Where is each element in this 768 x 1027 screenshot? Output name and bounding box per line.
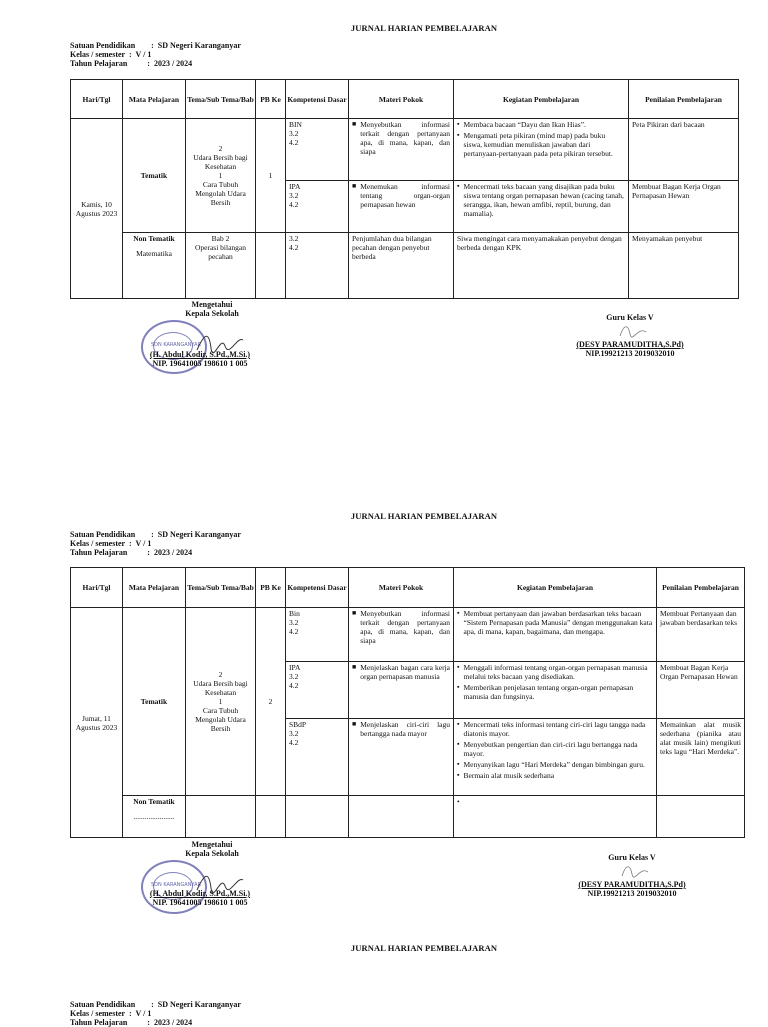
kegiatan-item: ▪ Menggali informasi tentang organ-organ pernapasan manusia melalui teks bacaan yang disediakan. — [457, 663, 648, 681]
kegiatan-nontematik: Siwa mengingat cara menyamakakan penyebut dengan berbeda dengan KPK — [457, 234, 622, 252]
school-stamp: SDN KARANGANYAR — [141, 860, 207, 914]
school-meta — [70, 1000, 241, 1027]
satuan-pendidikan: Satuan Pendidikan : SD Negeri Karanganyar — [70, 1000, 241, 1009]
tahun-pelajaran: Tahun Pelajaran : 2023 / 2024 — [70, 548, 193, 557]
col-materi: Materi Pokok — [349, 568, 454, 608]
guru-nip: NIP.19921213 2019032010 — [587, 889, 677, 898]
kd-sbdp: SBdP 3.2 4.2 — [286, 718, 348, 793]
kd-bin: BIN 3.2 4.2 — [289, 120, 302, 147]
tema-nontematik: Bab 2 Operasi bilangan pecahan — [194, 234, 247, 261]
hari-tgl: Kamis, 10 Agustus 2023 — [75, 199, 118, 218]
tema-subtema: 2 Udara Bersih bagi Kesehatan 1 Cara Tubuh Mengolah Udara Bersih — [193, 144, 248, 207]
mapel-nontematik: Non Tematik — [133, 234, 175, 243]
kegiatan-item: ▪ Memberikan penjelasan tentang organ-organ pernapasan manusia dan fungsinya. — [457, 683, 634, 701]
kegiatan-item: ▪ Mencermati teks bacaan yang disajikan pada buku siswa tentang organ pernapasan hewan (cacing tanah, serangga, ikan, hewan amfibi, reptil, burung, dan mamalia). — [457, 182, 624, 218]
penilaian-nontematik: Menyamakan penyebut — [632, 234, 703, 243]
guru-title: Guru Kelas V — [608, 853, 656, 862]
guru-signature-scribble — [620, 862, 650, 880]
kegiatan-item: ▪ Membaca bacaan “Dayu dan Ikan Hias”. — [457, 120, 586, 129]
school-meta — [70, 530, 241, 557]
col-penilaian: Penilaian Pembelajaran — [657, 568, 745, 608]
kelas-semester: Kelas / semester : V / 1 — [70, 539, 152, 548]
journal-title: JURNAL HARIAN PEMBELAJARAN — [350, 943, 498, 953]
pb-ke: 2 — [268, 697, 273, 706]
col-tema: Tema/Sub Tema/Bab — [186, 568, 256, 608]
materi-item: ■ Menjelaskan ciri-ciri lagu bertangga nada mayor — [352, 720, 450, 738]
kd-bin: Bin 3.2 4.2 — [289, 609, 300, 636]
materi-item: ■ Menemukan informasi tentang organ-organ pernapasan hewan — [352, 182, 450, 209]
col-pb: PB Ke — [256, 568, 286, 608]
kd-ipa: IPA 3.2 4.2 — [286, 180, 348, 231]
col-mapel: Mata Pelajaran — [123, 568, 186, 608]
col-kegiatan: Kegiatan Pembelajaran — [454, 80, 629, 119]
col-tema: Tema/Sub Tema/Bab — [186, 80, 256, 119]
guru-name: (DESY PARAMUDITHA,S.Pd) — [576, 340, 684, 349]
tema-subtema: 2 Udara Bersih bagi Kesehatan 1 Cara Tubuh Mengolah Udara Bersih — [193, 670, 248, 733]
mapel-tematik: Tematik — [140, 171, 168, 180]
tahun-pelajaran: Tahun Pelajaran : 2023 / 2024 — [70, 59, 193, 68]
materi-item: ■ Menyebutkan informasi terkait dengan pertanyaan apa, di mana, kapan, dan siapa — [352, 609, 450, 645]
penilaian-item: Memainkan alat musik sederhana (pianika atau alat musik lain) mengikuti teks lagu “Hari Merdeka”. — [657, 718, 744, 793]
tahun-pelajaran: Tahun Pelajaran : 2023 / 2024 — [70, 1018, 193, 1027]
hari-tgl: Jumat, 11 Agustus 2023 — [75, 713, 118, 732]
kegiatan-item: ▪ Mencermati teks informasi tentang ciri-ciri lagu tangga nada diatonis mayor. — [457, 720, 646, 738]
mapel-tematik: Tematik — [140, 697, 168, 706]
materi-item: ■ Menyebutkan informasi terkait dengan pertanyaan apa, di mana, kapan, dan siapa — [352, 120, 450, 156]
mapel-matematika: Matematika — [136, 249, 172, 258]
guru-nip: NIP.19921213 2019032010 — [585, 349, 675, 358]
kegiatan-item: ▪ Menyebutkan pengertian dan ciri-ciri lagu bertangga nada mayor. — [457, 740, 638, 758]
satuan-pendidikan: Satuan Pendidikan : SD Negeri Karanganyar — [70, 530, 241, 539]
kd-nontematik: 3.2 4.2 — [289, 234, 299, 252]
kegiatan-item: ▪ Menyanyikan lagu “Hari Merdeka” dengan bimbingan guru. — [457, 760, 645, 769]
kegiatan-item: ▪ Membuat pertanyaan dan jawaban berdasarkan teks bacaan “Sistem Pernapasan pada Manusia” dengan menggunakan kata apa, di mana, kapan, bagaimana, dan mengapa. — [457, 609, 653, 636]
penilaian-item: Membuat Bagan Kerja Organ Pernapasan Hewan — [629, 180, 738, 231]
materi-nontematik: Penjumlahan dua bilangan pecahan dengan penyebut berbeda — [352, 234, 432, 261]
satuan-pendidikan: Satuan Pendidikan : SD Negeri Karanganyar — [70, 41, 241, 50]
col-materi: Materi Pokok — [349, 80, 454, 119]
col-pb: PB Ke — [256, 80, 286, 119]
kegiatan-item: ▪ Mengamati peta pikiran (mind map) pada buku siswa, kemudian menuliskan jawaban dari pertanyaan-pertanyaan pada peta pikiran tersebut. — [457, 131, 613, 158]
guru-title: Guru Kelas V — [606, 313, 654, 322]
col-hari: Hari/Tgl — [71, 568, 123, 608]
col-kd: Kompetensi Dasar — [286, 80, 349, 119]
mapel-nontematik: Non Tematik — [133, 797, 175, 806]
penilaian-item: Peta Pikiran dari bacaan — [632, 120, 705, 129]
mapel-placeholder: ...................... — [133, 812, 175, 821]
guru-name: (DESY PARAMUDITHA,S.Pd) — [578, 880, 686, 889]
col-kd: Kompetensi Dasar — [286, 568, 349, 608]
journal-table-1 — [70, 79, 739, 299]
kegiatan-item: ▪ Bermain alat musik sederhana — [457, 771, 555, 780]
kd-ipa: IPA 3.2 4.2 — [286, 661, 348, 718]
penilaian-item: Membuat Pertanyaan dan jawaban berdasarkan teks — [660, 609, 738, 627]
col-hari: Hari/Tgl — [71, 80, 123, 119]
col-kegiatan: Kegiatan Pembelajaran — [454, 568, 657, 608]
guru-signature-scribble — [618, 322, 648, 340]
kepsek-signature-block: Mengetahui Kepala Sekolah — [185, 840, 239, 858]
kepsek-name: (H. Abdul Kodir, S.Pd.,M.Si.) — [149, 350, 251, 359]
school-meta — [70, 41, 241, 68]
kepsek-name: (H. Abdul Kodir, S.Pd.,M.Si.) — [149, 889, 251, 898]
kepsek-nip: NIP. 19641005 198610 1 005 — [152, 898, 248, 907]
kelas-semester: Kelas / semester : V / 1 — [70, 50, 152, 59]
school-stamp: SDN KARANGANYAR — [141, 320, 207, 374]
materi-item: ■ Menjelaskan bagan cara kerja organ pernapasan manusia — [352, 663, 450, 681]
pb-ke: 1 — [268, 171, 273, 180]
kelas-semester: Kelas / semester : V / 1 — [70, 1009, 152, 1018]
kepsek-nip: NIP. 19641005 198610 1 005 — [152, 359, 248, 368]
journal-table-2 — [70, 567, 745, 838]
kepsek-signature-block: Mengetahui Kepala Sekolah — [185, 300, 239, 318]
kegiatan-nontematik: • — [457, 797, 460, 806]
col-penilaian: Penilaian Pembelajaran — [629, 80, 739, 119]
col-mapel: Mata Pelajaran — [123, 80, 186, 119]
journal-title: JURNAL HARIAN PEMBELAJARAN — [350, 23, 498, 33]
penilaian-item: Membuat Bagan Kerja Organ Pernapasan Hewan — [657, 661, 744, 718]
journal-title: JURNAL HARIAN PEMBELAJARAN — [350, 511, 498, 521]
